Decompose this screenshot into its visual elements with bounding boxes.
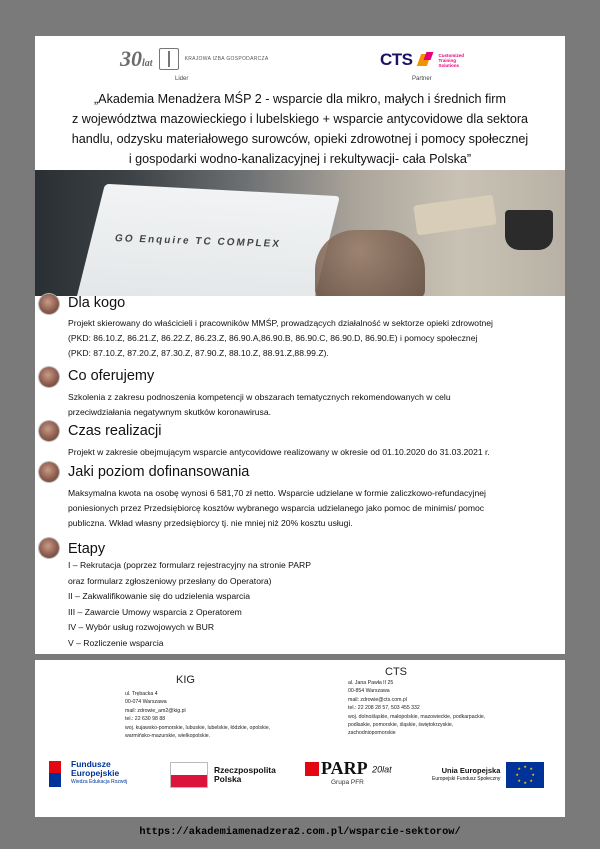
partner-logos-row <box>35 44 565 86</box>
section-photo-icon <box>39 462 59 482</box>
fundusze-europejskie-mark-icon <box>47 761 67 787</box>
section-photo-icon <box>39 421 59 441</box>
section-photo-icon <box>39 367 59 387</box>
section-body: Maksymalna kwota na osobę wynosi 6 581,70 zł netto. Wsparcie udzielane w formie zaliczkowo-refundacyjnej poniesionych przez Przedsiębiorcę kosztów wybranego wsparcia udzielanego jako pomoc de minimis/ pomoc publiczna. Wkład własny przedsiębiorcy tj. nie mniej niż 20% kosztu usługi. <box>68 488 486 528</box>
stage-item: II – Zakwalifikowanie się do udzielenia wsparcia <box>68 591 250 602</box>
section-body: Projekt w zakresie obejmującym wsparcie antycovidowe realizowany w okresie od 01.10.2020 do 31.03.2021 r. <box>68 447 490 457</box>
polish-flag-icon <box>170 762 208 788</box>
title-line: i gospodarki wodno-kanalizacyjnej i rekultywacji- cała Polska” <box>128 152 472 166</box>
kig-logo-number: 30 <box>120 46 142 71</box>
project-url-link[interactable]: https://akademiamenadzera2.com.pl/wsparcie-sektorow/ <box>139 826 461 838</box>
stage-item: V – Rozliczenie wsparcia <box>68 637 164 648</box>
section-body: Szkolenia z zakresu podnoszenia kompetencji w obszarach tematycznych rekomendowanych w celu przeciwdziałania negatywnym skutków koronawirusa. <box>68 392 451 417</box>
stages-list <box>68 558 558 652</box>
partner-caption: Partner <box>412 76 432 82</box>
cts-phone: tel.: 22 208 28 57, 503 455 332 <box>348 705 420 712</box>
cts-contact: CTS al. Jana Pawła II 25 00-854 Warszawa mail: zdrowie@cts.com.pl tel.: 22 208 28 57, 503 455 332 woj. dolnośląskie, małopolskie, mazowieckie, podkarpackie, podlaskie, pomorskie, śląskie, świętokrzyskie, zachodniopomorskie <box>348 666 548 738</box>
title-line: z województwa mazowieckiego i lubelskiego + wsparcie antycovidowe dla sektora <box>71 112 529 126</box>
kig-contact-heading: KIG <box>176 674 195 686</box>
stage-item: I – Rekrutacja (poprzez formularz rejestracyjny na stronie PARP <box>68 560 311 570</box>
section-heading: Dla kogo <box>68 295 126 311</box>
cts-logo-text: CTS <box>380 50 413 69</box>
lider-caption: Lider <box>175 76 189 82</box>
stage-item: III – Zawarcie Umowy wsparcia z Operatorem <box>68 606 242 617</box>
funding-logos-row <box>35 756 565 796</box>
cts-logo <box>380 50 464 70</box>
kig-logo-sup: lat <box>142 58 153 69</box>
kig-phone: tel.: 22 630 98 88 <box>125 716 166 723</box>
kig-emblem-icon <box>159 48 179 70</box>
parp-logo: PARP 20lat Grupa PFR <box>305 758 392 786</box>
flyer-contact-panel <box>35 660 565 817</box>
section-photo-icon <box>39 538 59 558</box>
kig-logo <box>120 46 269 72</box>
kig-contact: KIG ul. Trębacka 4 00-074 Warszawa mail: zdrowie_am2@kig.pl tel.: 22 630 98 88 woj. kujawsko-pomorskie, lubuskie, lubelskie, łódzkie, opolskie, warmińsko-mazurskie, wielkopolskie. <box>125 666 315 740</box>
flyer-main-panel <box>35 36 565 654</box>
title-line: handlu, odzysku materiałowego surowców, opieki zdrowotnej i pomocy społecznej <box>71 132 529 146</box>
notebook-shape <box>413 195 496 236</box>
cts-logo-subtitle: Customized Training Solutions <box>438 52 465 68</box>
fundusze-europejskie-logo: Fundusze Europejskie Wiedza Edukacja Rozwój <box>47 760 127 787</box>
cts-contact-heading: CTS <box>385 666 407 678</box>
cts-mark-icon <box>417 51 435 69</box>
hero-photo <box>35 170 565 296</box>
hand-shape <box>315 230 425 296</box>
project-title <box>55 89 545 169</box>
stage-item: oraz formularz zgłoszeniowy przesłany do Operatora) <box>68 575 272 586</box>
section-heading: Czas realizacji <box>68 423 162 439</box>
cts-email[interactable]: mail: zdrowie@cts.com.pl <box>348 696 407 703</box>
kig-email[interactable]: mail: zdrowie_am2@kig.pl <box>125 707 186 714</box>
section-heading: Etapy <box>68 541 106 557</box>
unia-europejska-logo: Unia Europejska Europejski Fundusz Społeczny ★ ★ ★ ★ ★ ★ ★ ★ <box>432 762 544 788</box>
coffee-mug-shape <box>505 210 553 250</box>
eu-flag-icon: ★ ★ ★ ★ ★ ★ ★ ★ <box>506 762 544 788</box>
section-heading: Jaki poziom dofinansowania <box>68 464 250 480</box>
section-heading: Co oferujemy <box>68 368 155 384</box>
section-body: Projekt skierowany do właścicieli i pracowników MMŚP, prowadzących działalność w sektorze opieki zdrowotnej (PKD: 86.10.Z, 86.21.Z, 86.22.Z, 86.23.Z, 86.90.A,86.90.B, 86.90.C, 86.90.D, 86.90.E) i pomocy społecznej (PKD: 87.10.Z, 87.20.Z, 87.30.Z, 87.90.Z, 88.10.Z, 88.91.Z,88.99.Z). <box>68 318 493 358</box>
title-line: „Akademia Menadżera MŚP 2 - wsparcie dla mikro, małych i średnich firm <box>93 92 506 106</box>
rzeczpospolita-polska-logo: Rzeczpospolita Polska <box>170 762 276 788</box>
laptop-screen-text: GO Enquire TC COMPLEX <box>114 233 282 250</box>
parp-mark-icon <box>305 762 319 776</box>
section-photo-icon <box>39 294 59 314</box>
stage-item: IV – Wybór usług rozwojowych w BUR <box>68 622 215 633</box>
kig-name: KRAJOWA IZBA GOSPODARCZA <box>184 56 269 62</box>
